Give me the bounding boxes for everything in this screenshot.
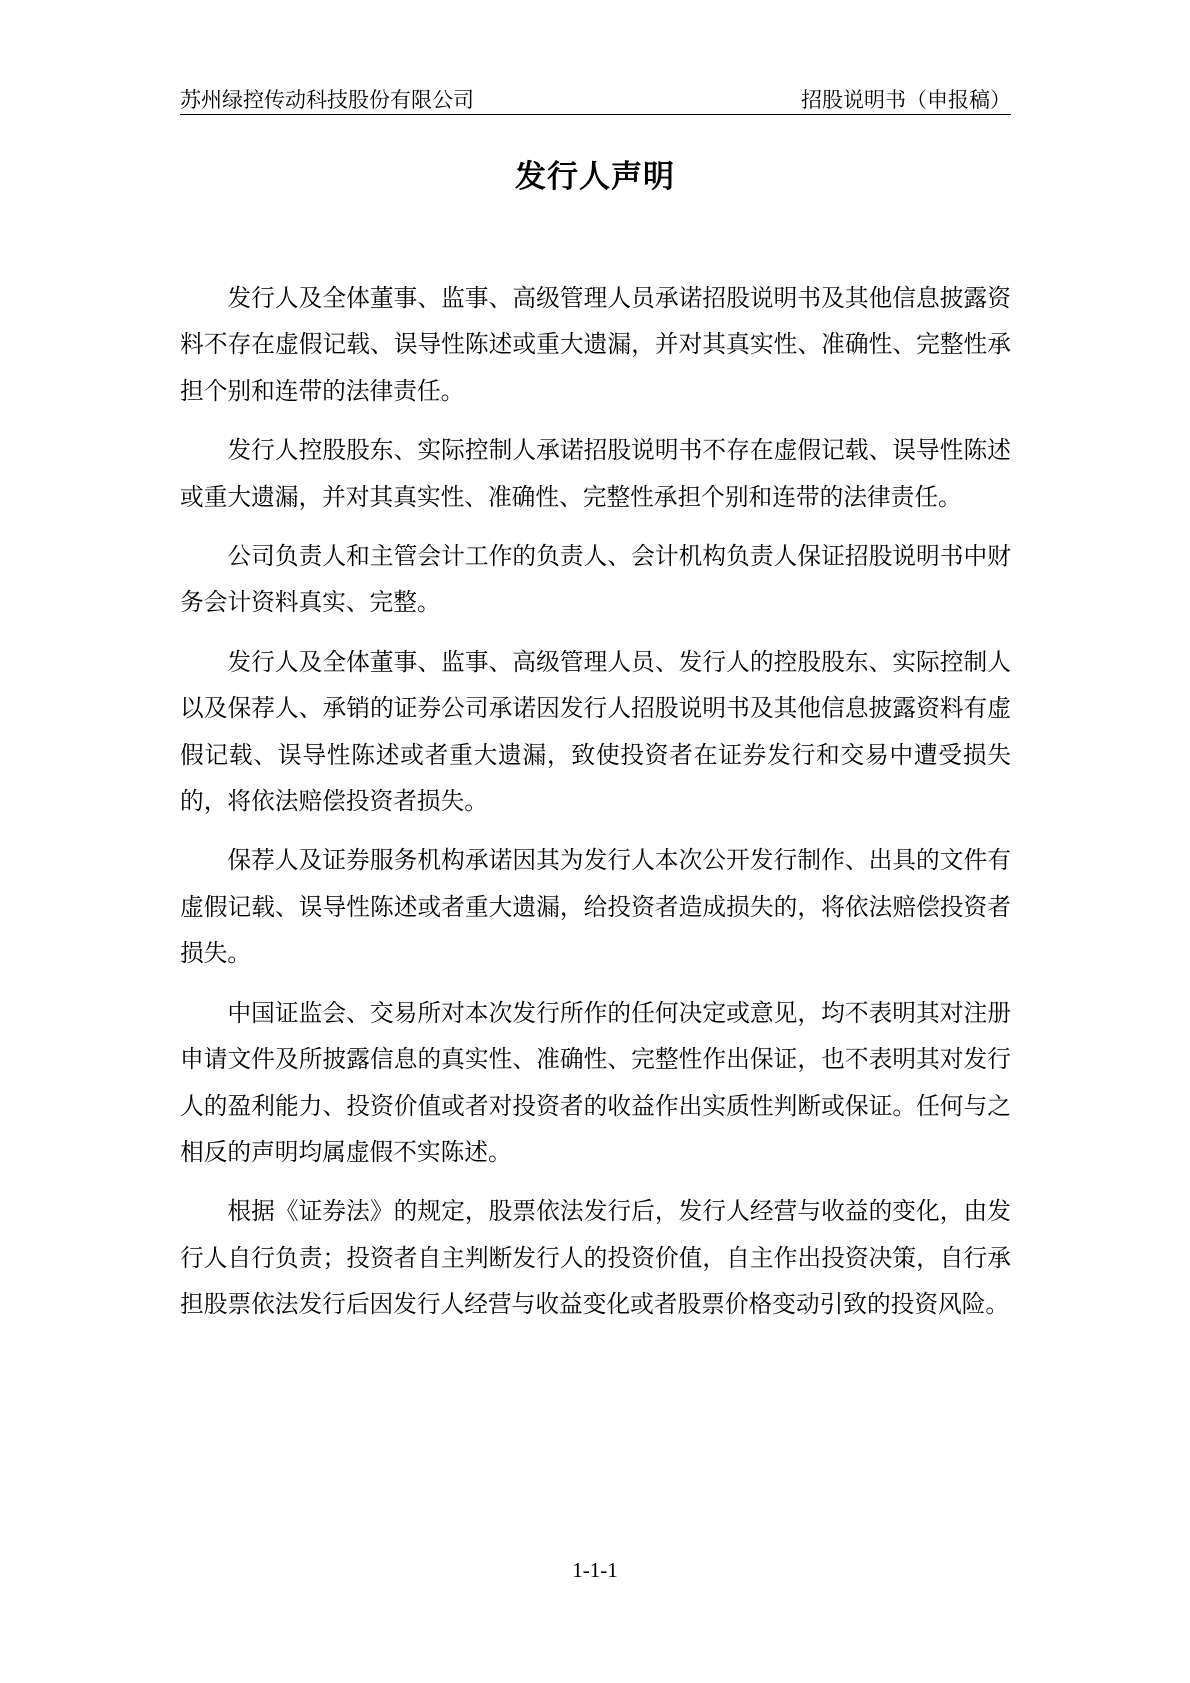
statement-body bbox=[180, 275, 1011, 1341]
statement-paragraph: 保荐人及证券服务机构承诺因其为发行人本次公开发行制作、出具的文件有虚假记载、误导性陈述或者重大遗漏，给投资者造成损失的，将依法赔偿投资者损失。 bbox=[180, 846, 1011, 968]
statement-paragraph: 公司负责人和主管会计工作的负责人、会计机构负责人保证招股说明书中财务会计资料真实、完整。 bbox=[180, 542, 1011, 617]
page-title: 发行人声明 bbox=[515, 159, 675, 195]
statement-paragraph: 发行人及全体董事、监事、高级管理人员、发行人的控股股东、实际控制人以及保荐人、承销的证券公司承诺因发行人招股说明书及其他信息披露资料有虚假记载、误导性陈述或者重大遗漏，致使投资者在证券发行和交易中遭受损失的，将依法赔偿投资者损失。 bbox=[180, 647, 1011, 816]
statement-paragraph: 发行人控股股东、实际控制人承诺招股说明书不存在虚假记载、误导性陈述或重大遗漏，并对其真实性、准确性、完整性承担个别和连带的法律责任。 bbox=[180, 436, 1011, 511]
statement-paragraph: 中国证监会、交易所对本次发行所作的任何决定或意见，均不表明其对注册申请文件及所披露信息的真实性、准确性、完整性作出保证，也不表明其对发行人的盈利能力、投资价值或者对投资者的收益作出实质性判断或保证。任何与之相反的声明均属虚假不实陈述。 bbox=[180, 998, 1011, 1166]
statement-paragraph: 根据《证券法》的规定，股票依法发行后，发行人经营与收益的变化，由发行人自行负责；投资者自主判断发行人的投资价值，自主作出投资决策，自行承担股票依法发行后因发行人经营与收益变化或者股票价格变动引致的投资风险。 bbox=[180, 1197, 1011, 1319]
header-company-name: 苏州绿控传动科技股份有限公司 bbox=[180, 88, 474, 112]
page-number: 1-1-1 bbox=[572, 1558, 618, 1582]
header-document-type: 招股说明书（申报稿） bbox=[801, 88, 1011, 112]
statement-paragraph: 发行人及全体董事、监事、高级管理人员承诺招股说明书及其他信息披露资料不存在虚假记载、误导性陈述或重大遗漏，并对其真实性、准确性、完整性承担个别和连带的法律责任。 bbox=[180, 284, 1011, 405]
running-header bbox=[180, 84, 1011, 115]
